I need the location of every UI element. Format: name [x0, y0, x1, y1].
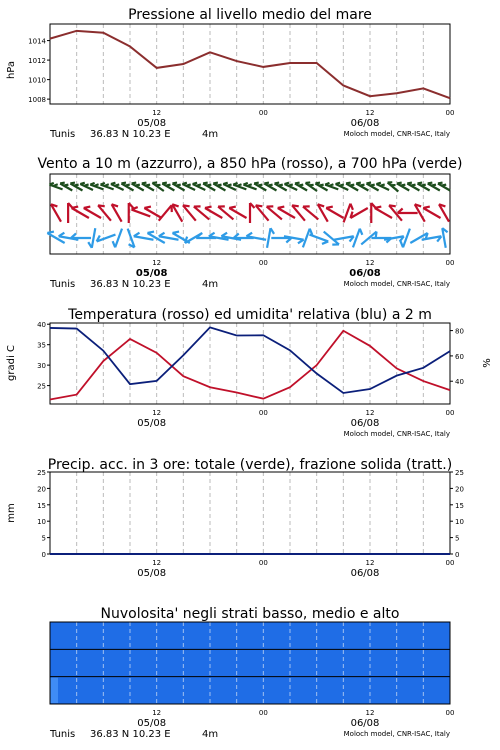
- time-tick-label: 12: [152, 109, 162, 117]
- time-tick-label: 12: [365, 559, 375, 567]
- wind-barb: [442, 228, 447, 248]
- cloud-cell: [263, 622, 290, 649]
- y2-tick-label: 10: [455, 518, 464, 527]
- cloud-cell: [237, 649, 264, 676]
- time-tick-label: 00: [258, 709, 268, 717]
- cloud-cell: [343, 649, 370, 676]
- humidity-line: [50, 327, 450, 393]
- footer-source: Moloch model, CNR-ISAC, Italy: [343, 730, 450, 738]
- wind-barb: [128, 229, 135, 248]
- cloud-cell: [263, 649, 290, 676]
- cloud-cell: [397, 622, 424, 649]
- pressure-line: [50, 31, 450, 98]
- cloud-cell: [237, 677, 264, 704]
- wind-panel: [37, 156, 462, 290]
- temp-ylabel: gradi C: [6, 345, 17, 381]
- y-tick-label: 20: [37, 485, 46, 494]
- date-label: 06/08: [350, 718, 380, 729]
- cloud-cell: [343, 677, 370, 704]
- y-tick-label: 5: [41, 534, 46, 543]
- cloud-cell: [103, 622, 130, 649]
- time-tick-label: 12: [365, 409, 375, 417]
- plot-frame: [50, 472, 450, 554]
- cloud-cell: [317, 622, 344, 649]
- cloud-cell: [103, 649, 130, 676]
- time-tick-label: 00: [258, 559, 268, 567]
- wind-barb: [303, 229, 312, 248]
- footer-location: Tunis: [50, 129, 76, 140]
- temp-title: Temperatura (rosso) ed umidita' relativa (blu) a 2 m: [68, 307, 432, 323]
- cloud-cell: [397, 649, 424, 676]
- cloud-title: Nuvolosita' negli strati basso, medio e alto: [100, 606, 400, 622]
- cloud-cell: [183, 649, 210, 676]
- cloud-cell: [77, 622, 104, 649]
- cloud-cell: [343, 622, 370, 649]
- wind-title: Vento a 10 m (azzurro), a 850 hPa (rosso), a 700 hPa (verde): [37, 156, 463, 172]
- wind-barb: [371, 203, 376, 223]
- time-tick-label: 12: [152, 409, 162, 417]
- cloud-cell: [50, 649, 77, 676]
- y-tick-label: 30: [37, 362, 46, 371]
- time-tick-label: 12: [152, 709, 162, 717]
- y2-tick-label: 80: [455, 327, 464, 336]
- cloud-cell: [317, 649, 344, 676]
- date-label: 06/08: [350, 118, 380, 129]
- date-label: 05/08: [135, 268, 168, 279]
- footer-source: Moloch model, CNR-ISAC, Italy: [343, 280, 450, 288]
- time-tick-label: 00: [445, 259, 455, 267]
- cloud-cell: [103, 677, 130, 704]
- cloud-cover: [50, 678, 58, 703]
- time-tick-label: 12: [365, 109, 375, 117]
- wind-barb: [410, 233, 427, 243]
- cloud-cell: [290, 677, 317, 704]
- date-label: 05/08: [137, 418, 167, 429]
- footer-coords: 36.83 N 10.23 E: [90, 129, 171, 140]
- cloud-cell: [183, 677, 210, 704]
- wind-barb: [250, 203, 255, 223]
- y-tick-label: 1012: [28, 57, 46, 66]
- date-label: 06/08: [349, 268, 381, 279]
- cloud-cell: [317, 677, 344, 704]
- wind-barb: [376, 183, 389, 190]
- wind-barb: [159, 205, 172, 220]
- wind-barb: [172, 204, 182, 221]
- cloud-cell: [77, 677, 104, 704]
- cloud-cell: [130, 677, 157, 704]
- wind-barb: [375, 207, 392, 218]
- wind-barb: [398, 209, 418, 214]
- footer-elevation: 4m: [202, 129, 219, 140]
- precip-title: Precip. acc. in 3 ore: totale (verde), frazione solida (tratt.): [47, 457, 453, 473]
- wind-barb: [309, 235, 328, 244]
- cloud-cell: [50, 622, 77, 649]
- wind-barb: [422, 236, 442, 241]
- y-tick-label: 1014: [28, 37, 46, 46]
- cloud-cell: [210, 622, 237, 649]
- footer-coords: 36.83 N 10.23 E: [90, 279, 171, 290]
- y-tick-label: 1008: [28, 96, 46, 105]
- cloud-cell: [370, 649, 397, 676]
- cloud-cell: [157, 649, 184, 676]
- y-tick-label: 10: [37, 518, 46, 527]
- date-label: 06/08: [350, 418, 380, 429]
- y-tick-label: 15: [37, 501, 46, 510]
- precip-panel: [6, 457, 464, 579]
- y2-tick-label: 40: [455, 378, 464, 387]
- time-tick-label: 12: [365, 709, 375, 717]
- cloud-cell: [263, 677, 290, 704]
- wind-barb: [278, 207, 295, 218]
- y2-tick-label: 5: [455, 534, 460, 543]
- footer-coords: 36.83 N 10.23 E: [90, 729, 171, 740]
- time-tick-label: 00: [445, 559, 455, 567]
- footer-location: Tunis: [50, 279, 76, 290]
- cloud-cell: [423, 649, 450, 676]
- cloud-cell: [370, 622, 397, 649]
- wind-barb: [353, 229, 362, 248]
- date-label: 06/08: [350, 568, 380, 579]
- y-tick-label: 25: [37, 382, 46, 391]
- date-label: 05/08: [137, 568, 167, 579]
- wind-barb: [68, 203, 73, 223]
- pressure-title: Pressione al livello medio del mare: [128, 7, 372, 23]
- cloud-cell: [290, 622, 317, 649]
- y2-tick-label: 60: [455, 352, 464, 361]
- temp-humidity-panel: [6, 307, 493, 438]
- date-label: 05/08: [137, 718, 167, 729]
- footer-source: Moloch model, CNR-ISAC, Italy: [343, 430, 450, 438]
- wind-barb: [326, 207, 343, 218]
- pressure-ylabel: hPa: [6, 60, 17, 80]
- wind-barb: [113, 229, 122, 248]
- pressure-panel: [6, 7, 454, 140]
- cloud-cell: [210, 677, 237, 704]
- wind-barb: [51, 204, 61, 221]
- y2-tick-label: 15: [455, 501, 464, 510]
- y-tick-label: 35: [37, 341, 46, 350]
- temperature-line: [50, 331, 450, 400]
- cloud-cell: [423, 622, 450, 649]
- wind-barb: [131, 207, 150, 216]
- cloud-cell: [130, 622, 157, 649]
- y2-tick-label: 0: [455, 551, 460, 559]
- y-tick-label: 1010: [28, 76, 46, 85]
- cloud-cell: [397, 677, 424, 704]
- wind-barb: [439, 204, 449, 221]
- wind-barb: [423, 207, 440, 218]
- wind-barb: [97, 235, 116, 242]
- time-tick-label: 12: [152, 259, 162, 267]
- time-tick-label: 00: [258, 109, 268, 117]
- time-tick-label: 00: [445, 709, 455, 717]
- wind-barb: [112, 204, 122, 221]
- cloud-panel: [49, 606, 454, 740]
- time-tick-label: 00: [258, 409, 268, 417]
- footer-source: Moloch model, CNR-ISAC, Italy: [343, 130, 450, 138]
- time-tick-label: 00: [445, 409, 455, 417]
- footer-location: Tunis: [50, 729, 76, 740]
- cloud-cell: [183, 622, 210, 649]
- humidity-ylabel: %: [482, 358, 493, 368]
- cloud-cell: [370, 677, 397, 704]
- y-tick-label: 25: [37, 469, 46, 477]
- wind-barb: [129, 203, 134, 223]
- time-tick-label: 00: [445, 109, 455, 117]
- wind-barb: [271, 238, 291, 243]
- cloud-cell: [290, 649, 317, 676]
- cloud-cell: [210, 649, 237, 676]
- footer-elevation: 4m: [202, 279, 219, 290]
- cloud-cell: [423, 677, 450, 704]
- cloud-cell: [237, 622, 264, 649]
- precip-ylabel: mm: [6, 503, 17, 523]
- wind-barb: [229, 207, 246, 218]
- cloud-cell: [130, 649, 157, 676]
- y2-tick-label: 25: [455, 469, 464, 477]
- date-label: 05/08: [137, 118, 167, 129]
- time-tick-label: 12: [152, 559, 162, 567]
- y2-tick-label: 20: [455, 485, 464, 494]
- wind-barb: [71, 234, 91, 239]
- cloud-cell: [77, 649, 104, 676]
- y-tick-label: 0: [41, 551, 46, 559]
- time-tick-label: 12: [365, 259, 375, 267]
- cloud-cell: [157, 677, 184, 704]
- time-tick-label: 00: [258, 259, 268, 267]
- y-tick-label: 40: [37, 321, 46, 330]
- footer-elevation: 4m: [202, 729, 219, 740]
- cloud-cell: [157, 622, 184, 649]
- wind-barb: [334, 236, 354, 241]
- wind-barb: [303, 206, 318, 219]
